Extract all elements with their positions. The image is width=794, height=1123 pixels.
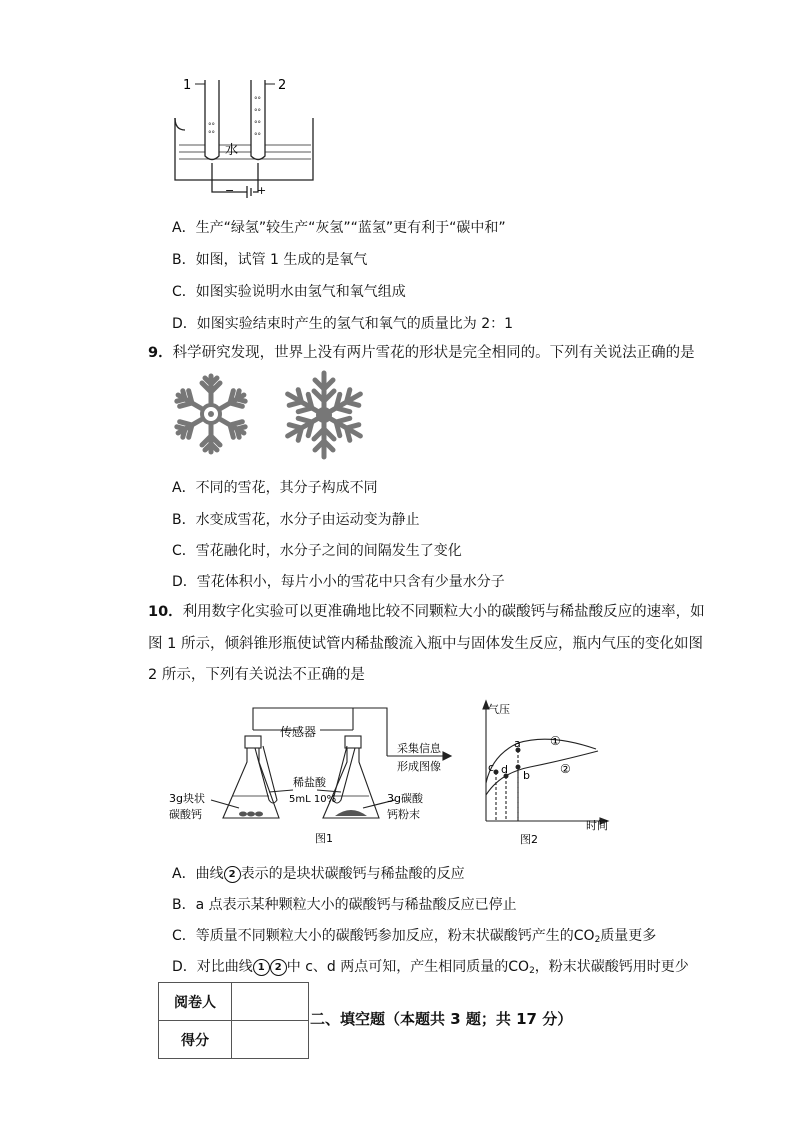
tube2-label: 2	[278, 78, 287, 93]
tube1-label: 1	[183, 78, 192, 93]
figure-1-caption: 图1	[315, 832, 333, 845]
svg-text:°°: °°	[254, 132, 261, 140]
curve-1	[486, 739, 596, 783]
q9-option-c: C．雪花融化时，水分子之间的间隔发生了变化	[172, 543, 462, 559]
left-sample-label-1: 3g块状	[169, 792, 205, 805]
svg-text:°°: °°	[254, 120, 261, 128]
collect-label-2: 形成图像	[397, 760, 441, 773]
negative-label: −	[225, 184, 235, 197]
score-field[interactable]	[232, 1021, 309, 1059]
y-axis-label: 气压	[488, 703, 510, 716]
q9-number: 9．	[148, 345, 173, 361]
acid-label: 稀盐酸	[293, 776, 326, 789]
q9-stem: 9．科学研究发现，世界上没有两片雪花的形状是完全相同的。下列有关说法正确的是	[148, 345, 695, 361]
point-a-label: a	[514, 737, 521, 750]
q9-option-d: D．雪花体积小，每片小小的雪花中只含有少量水分子	[172, 574, 505, 590]
q8-option-a: A．生产“绿氢”较生产“灰氢”“蓝氢”更有利于“碳中和”	[172, 220, 506, 236]
curve-2-label: ②	[560, 762, 571, 776]
q9-option-b: B．水变成雪花，水分子由运动变为静止	[172, 512, 420, 528]
acid-amount-label: 5mL 10%	[289, 794, 337, 805]
curve-1-label: ①	[550, 734, 561, 748]
water-label: 水	[225, 143, 239, 158]
q10-option-c: C．等质量不同颗粒大小的碳酸钙参加反应，粉末状碳酸钙产生的$CO_2$质量更多	[172, 928, 657, 945]
q9-option-a: A．不同的雪花，其分子构成不同	[172, 480, 378, 496]
sensor-label: 传感器	[280, 725, 317, 739]
score-table	[158, 982, 309, 1059]
point-b-label: b	[523, 769, 530, 782]
svg-text:°°: °°	[254, 108, 261, 116]
q8-option-d: D．如图实验结束时产生的氢气和氧气的质量比为 2：1	[172, 316, 514, 332]
figure-2-pressure-graph	[470, 695, 620, 850]
right-sample-label-2: 钙粉末	[387, 808, 420, 821]
q8-option-c: C．如图实验说明水由氢气和氧气组成	[172, 284, 406, 300]
q10-option-d: D．对比曲线 1 2 中 c、d 两点可知，产生相同质量的$CO_2$，粉末状碳酸钙用时更少	[172, 959, 689, 976]
point-c-label: c	[488, 761, 495, 774]
q10-stem-line2: 图 1 所示，倾斜锥形瓶使试管内稀盐酸流入瓶中与固体发生反应，瓶内气压的变化如图	[148, 636, 703, 652]
q10-stem-line3: 2 所示，下列有关说法不正确的是	[148, 667, 365, 683]
score-label: 得分	[159, 1021, 232, 1059]
q10-stem-line1: 10．利用数字化实验可以更准确地比较不同颗粒大小的碳酸钙与稀盐酸反应的速率，如	[148, 604, 705, 620]
q8-option-b: B．如图，试管 1 生成的是氧气	[172, 252, 368, 268]
circled-number-1: 1	[253, 959, 270, 976]
snowflake-2	[278, 370, 370, 460]
circled-number-2: 2	[270, 959, 287, 976]
figure-1-apparatus	[165, 700, 455, 850]
reviewer-field[interactable]	[232, 983, 309, 1021]
q10-number: 10．	[148, 604, 183, 620]
svg-text:°°: °°	[208, 122, 215, 130]
section-title: 二、填空题（本题共 3 题；共 17 分）	[310, 1010, 573, 1028]
positive-label: +	[257, 184, 267, 197]
svg-text:°°: °°	[254, 96, 261, 104]
figure-2-caption: 图2	[520, 833, 538, 846]
collect-label-1: 采集信息	[397, 742, 441, 755]
svg-text:°°: °°	[208, 130, 215, 138]
left-sample-label-2: 碳酸钙	[169, 808, 202, 821]
point-d-label: d	[501, 763, 508, 776]
reviewer-label: 阅卷人	[159, 983, 232, 1021]
circled-number-2: 2	[224, 866, 241, 883]
x-axis-label: 时间	[586, 819, 608, 832]
q10-option-b: B．a 点表示某种颗粒大小的碳酸钙与稀盐酸反应已停止	[172, 897, 517, 913]
right-sample-label-1: 3g碳酸	[387, 792, 423, 805]
electrolysis-figure	[165, 70, 315, 200]
snowflake-1	[170, 372, 252, 456]
q10-option-a: A．曲线 2 表示的是块状碳酸钙与稀盐酸的反应	[172, 866, 465, 882]
